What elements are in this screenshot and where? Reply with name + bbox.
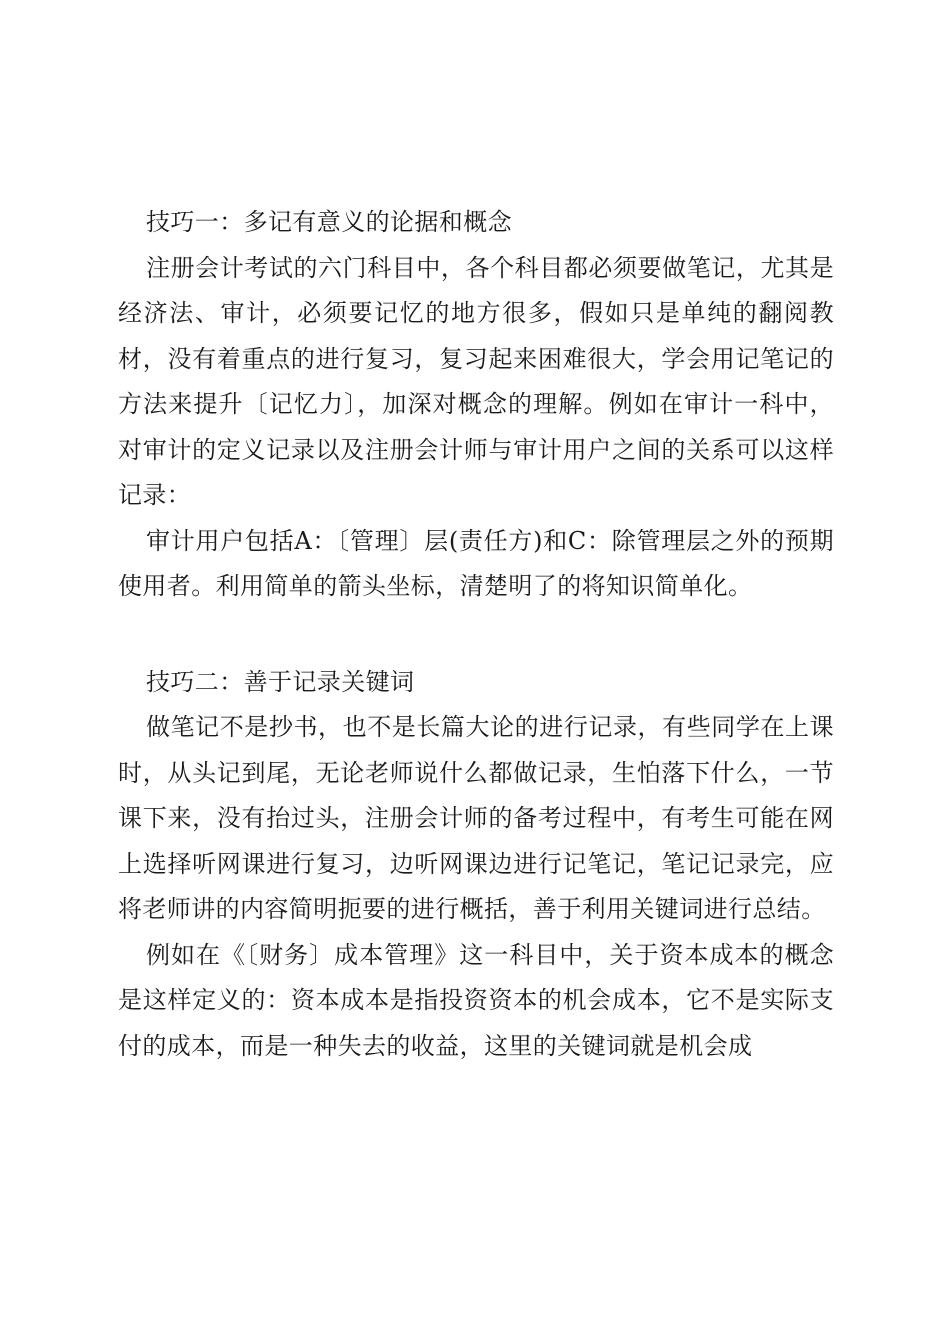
section-spacer <box>118 610 834 660</box>
document-body <box>118 200 834 1069</box>
section-heading-2: 技巧二：善于记录关键词 <box>146 667 415 696</box>
section-heading-1: 技巧一：多记有意义的论据和概念 <box>146 208 512 236</box>
paragraph-1-2: 审计用户包括A：〔管理〕层(责任方)和C：除管理层之外的预期使用者。利用简单的箭头坐标，清楚明了的将知识简单化。 <box>118 526 834 600</box>
paragraph-1-1: 注册会计考试的六门科目中，各个科目都必须要做笔记，尤其是经济法、审计，必须要记忆的地方很多，假如只是单纯的翻阅教材，没有着重点的进行复习，复习起来困难很大，学会用记笔记的方法来提升〔记忆力〕，加深对概念的理解。例如在审计一科中，对审计的定义记录以及注册会计师与审计用户之间的关系可以这样记录： <box>118 253 834 509</box>
paragraph-2-2: 例如在《〔财务〕成本管理》这一科目中，关于资本成本的概念是这样定义的：资本成本是指投资资本的机会成本，它不是实际支付的成本，而是一种失去的收益，这里的关键词就是机会成 <box>118 940 834 1060</box>
paragraph-2-1: 做笔记不是抄书，也不是长篇大论的进行记录，有些同学在上课时，从头记到尾，无论老师说什么都做记录，生怕落下什么，一节课下来，没有抬过头，注册会计师的备考过程中，有考生可能在网上选择听网课进行复习，边听网课边进行记笔记，笔记记录完，应将老师讲的内容简明扼要的进行概括，善于利用关键词进行总结。 <box>118 713 834 923</box>
